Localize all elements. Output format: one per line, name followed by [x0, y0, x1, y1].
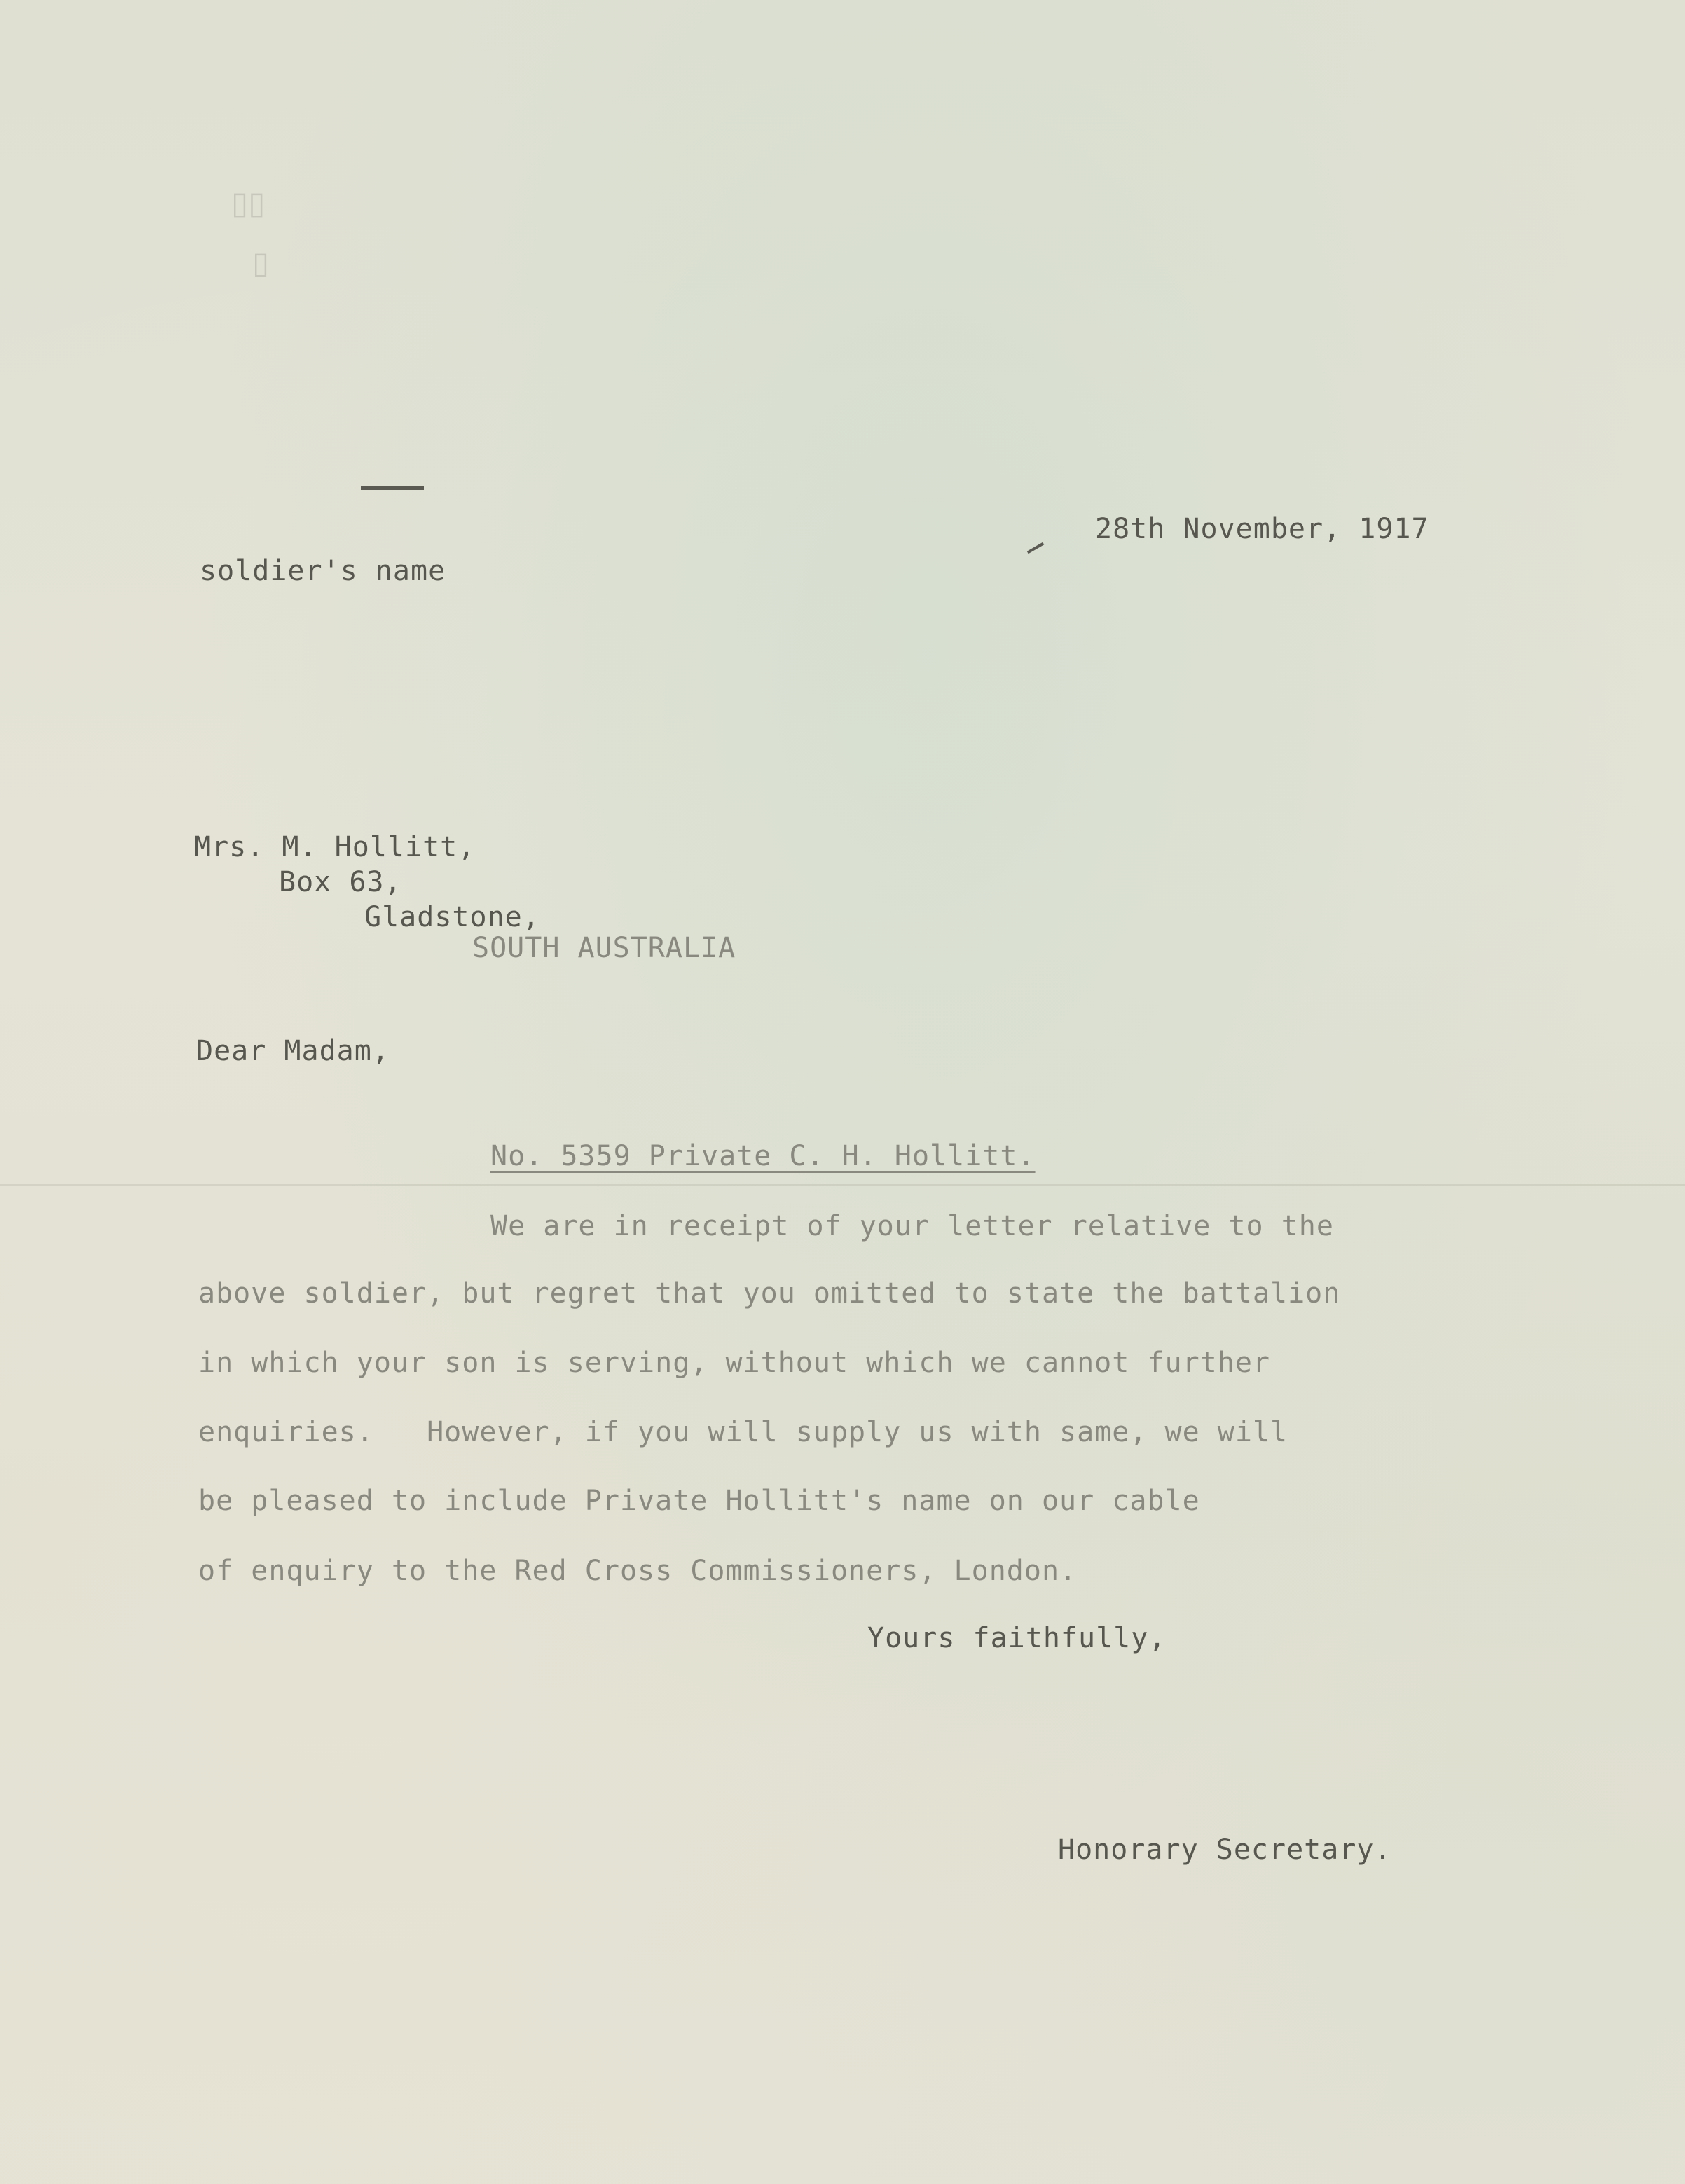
recipient-state: SOUTH AUSTRALIA [472, 932, 736, 964]
closing: Yours faithfully, [867, 1622, 1167, 1654]
salutation: Dear Madam, [196, 1035, 390, 1067]
signatory-title: Honorary Secretary. [1058, 1834, 1392, 1866]
tick-mark [1027, 542, 1045, 554]
file-label: soldier's name [200, 555, 446, 587]
body-line-6: of enquiry to the Red Cross Commissioners, London. [198, 1555, 1078, 1587]
dash-mark [361, 486, 424, 490]
body-line-4: enquiries. However, if you will supply us with same, we will [198, 1416, 1288, 1448]
body-line-1: We are in receipt of your letter relative to the [490, 1210, 1334, 1242]
subject-line: No. 5359 Private C. H. Hollitt. [490, 1140, 1036, 1172]
body-line-2: above soldier, but regret that you omitted to state the battalion [198, 1277, 1341, 1310]
paper-fold-line [0, 1184, 1685, 1186]
faded-stamp-mark: ▯▯ [231, 186, 266, 221]
body-line-3: in which your son is serving, without which we cannot further [198, 1347, 1271, 1379]
body-line-5: be pleased to include Private Hollitt's name on our cable [198, 1485, 1200, 1517]
recipient-box: Box 63, [279, 866, 402, 898]
faded-stamp-mark-lower: ▯ [252, 245, 270, 281]
recipient-name: Mrs. M. Hollitt, [194, 831, 476, 863]
recipient-town: Gladstone, [364, 901, 540, 933]
letter-date: 28th November, 1917 [1095, 513, 1429, 545]
